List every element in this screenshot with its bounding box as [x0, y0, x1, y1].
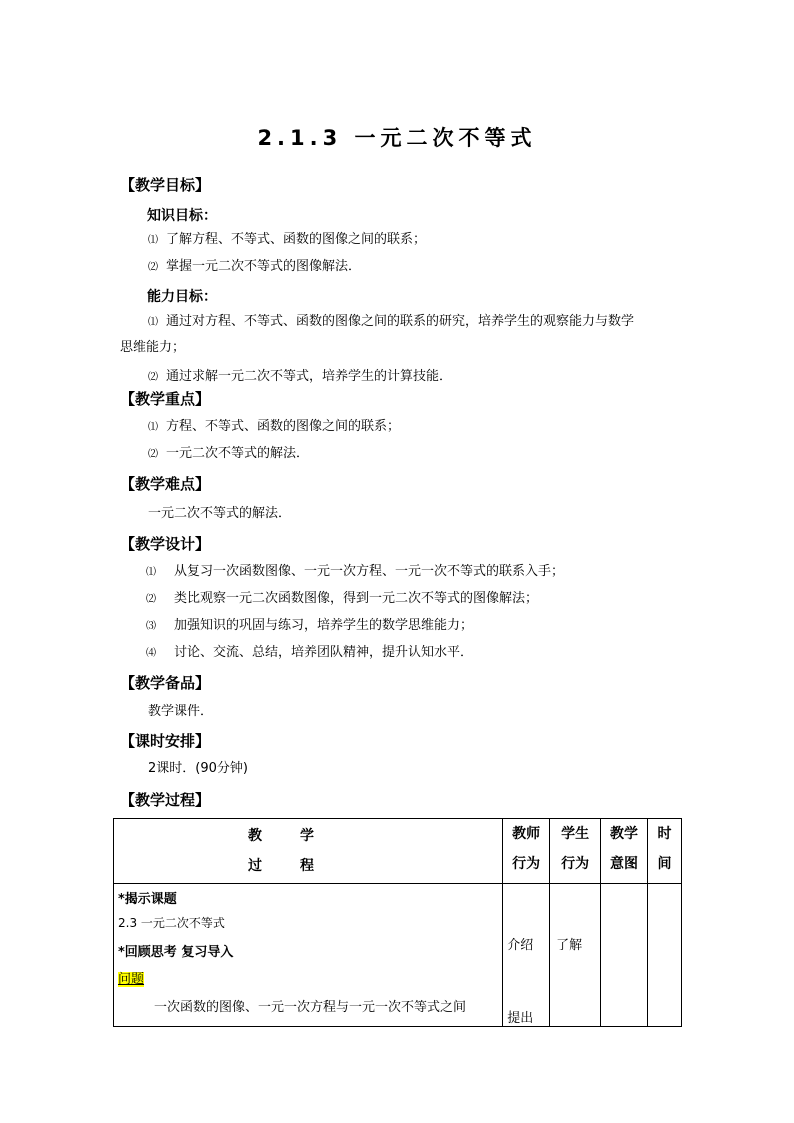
key-point-2 [148, 442, 309, 467]
section-heading-preparation: 【教学备品】 [120, 674, 211, 692]
item-text: 加强知识的巩固与练习，培养学生的数学思维能力； [174, 618, 474, 633]
item-number: ⑵ [148, 372, 158, 383]
knowledge-objectives-label: 知识目标： [147, 208, 217, 224]
design-item-3 [146, 614, 473, 639]
key-point-1 [148, 415, 400, 440]
teacher-action-raise: 提出 [507, 1011, 534, 1026]
teacher-behavior-cell [503, 884, 550, 1027]
process-table [113, 818, 682, 1027]
header-text: 间 [657, 856, 672, 872]
question-highlight: 问题 [118, 972, 145, 987]
teaching-intent-cell [601, 884, 648, 1027]
ability-item-2 [148, 365, 452, 390]
header-text: 行为 [561, 856, 590, 872]
question-text: 一次函数的图像、一元一次方程与一元一次不等式之间 [154, 1000, 467, 1015]
item-number: ⑵ [148, 262, 158, 273]
schedule-text: 2课时．(90分钟) [148, 761, 248, 776]
item-number: ⑵ [148, 449, 158, 460]
header-text: 意图 [610, 856, 639, 872]
section-heading-schedule: 【课时安排】 [120, 732, 211, 750]
knowledge-item-1 [148, 228, 426, 253]
ability-item-1-continued: 思维能力； [120, 340, 186, 355]
item-text: 掌握一元二次不等式的图像解法． [166, 259, 362, 274]
design-item-4 [146, 641, 473, 666]
item-text: 通过对方程、不等式、函数的图像之间的联系的研究，培养学生的观察能力与数学 [166, 314, 635, 329]
item-text: 了解方程、不等式、函数的图像之间的联系； [166, 232, 427, 247]
header-text: 行为 [512, 856, 541, 872]
item-number: ⑴ [148, 317, 158, 328]
item-text: 方程、不等式、函数的图像之间的联系； [166, 419, 401, 434]
header-time [647, 819, 681, 884]
item-text: 类比观察一元二次函数图像，得到一元二次不等式的图像解法； [174, 591, 539, 606]
item-number: ⑶ [146, 621, 156, 632]
section-heading-design: 【教学设计】 [120, 535, 211, 553]
knowledge-item-2 [148, 255, 361, 280]
teacher-action-introduce: 介绍 [507, 938, 534, 953]
item-number: ⑴ [148, 235, 158, 246]
item-text: 一元二次不等式的解法． [166, 446, 310, 461]
review-label: *回顾思考 复习导入 [118, 945, 234, 960]
header-text: 学生 [561, 826, 590, 842]
table-row [114, 884, 682, 1027]
header-process-line-2 [248, 851, 314, 881]
difficulty-text: 一元二次不等式的解法． [148, 506, 292, 521]
header-process-line-1 [248, 821, 314, 851]
header-student-behavior [550, 819, 601, 884]
student-behavior-cell [550, 884, 601, 1027]
ability-objectives-label: 能力目标： [147, 289, 217, 305]
ability-item-1 [148, 310, 634, 335]
item-number: ⑴ [146, 567, 156, 578]
student-action-understand: 了解 [556, 938, 583, 953]
header-char: 过 [248, 858, 262, 874]
table-header-row [114, 819, 682, 884]
header-text: 教师 [512, 826, 541, 842]
item-number: ⑴ [148, 422, 158, 433]
header-char: 教 [248, 828, 262, 844]
item-text: 讨论、交流、总结，培养团队精神，提升认知水平． [174, 645, 474, 660]
page-title: 2.1.3 一元二次不等式 [257, 126, 537, 150]
header-text: 教学 [610, 826, 639, 842]
header-char: 学 [300, 828, 314, 844]
header-char: 程 [300, 858, 314, 874]
time-cell [647, 884, 681, 1027]
header-process-cell [114, 819, 503, 884]
header-text: 时 [657, 826, 672, 842]
section-heading-process: 【教学过程】 [120, 791, 211, 809]
item-number: ⑵ [146, 594, 156, 605]
item-text: 通过求解一元二次不等式，培养学生的计算技能． [166, 369, 453, 384]
header-teaching-intent [601, 819, 648, 884]
topic-text: 2.3 一元二次不等式 [118, 916, 225, 930]
section-heading-difficulties: 【教学难点】 [120, 475, 211, 493]
section-heading-key-points: 【教学重点】 [120, 390, 211, 408]
design-item-2 [146, 587, 538, 612]
process-content-cell [114, 884, 503, 1027]
section-heading-objectives: 【教学目标】 [120, 176, 211, 194]
header-teacher-behavior [503, 819, 550, 884]
preparation-text: 教学课件． [148, 704, 214, 719]
item-number: ⑷ [146, 648, 156, 659]
design-item-1 [146, 560, 564, 585]
reveal-topic-label: *揭示课题 [118, 892, 177, 907]
question-label [118, 968, 144, 987]
item-text: 从复习一次函数图像、一元一次方程、一元一次不等式的联系入手； [174, 564, 565, 579]
